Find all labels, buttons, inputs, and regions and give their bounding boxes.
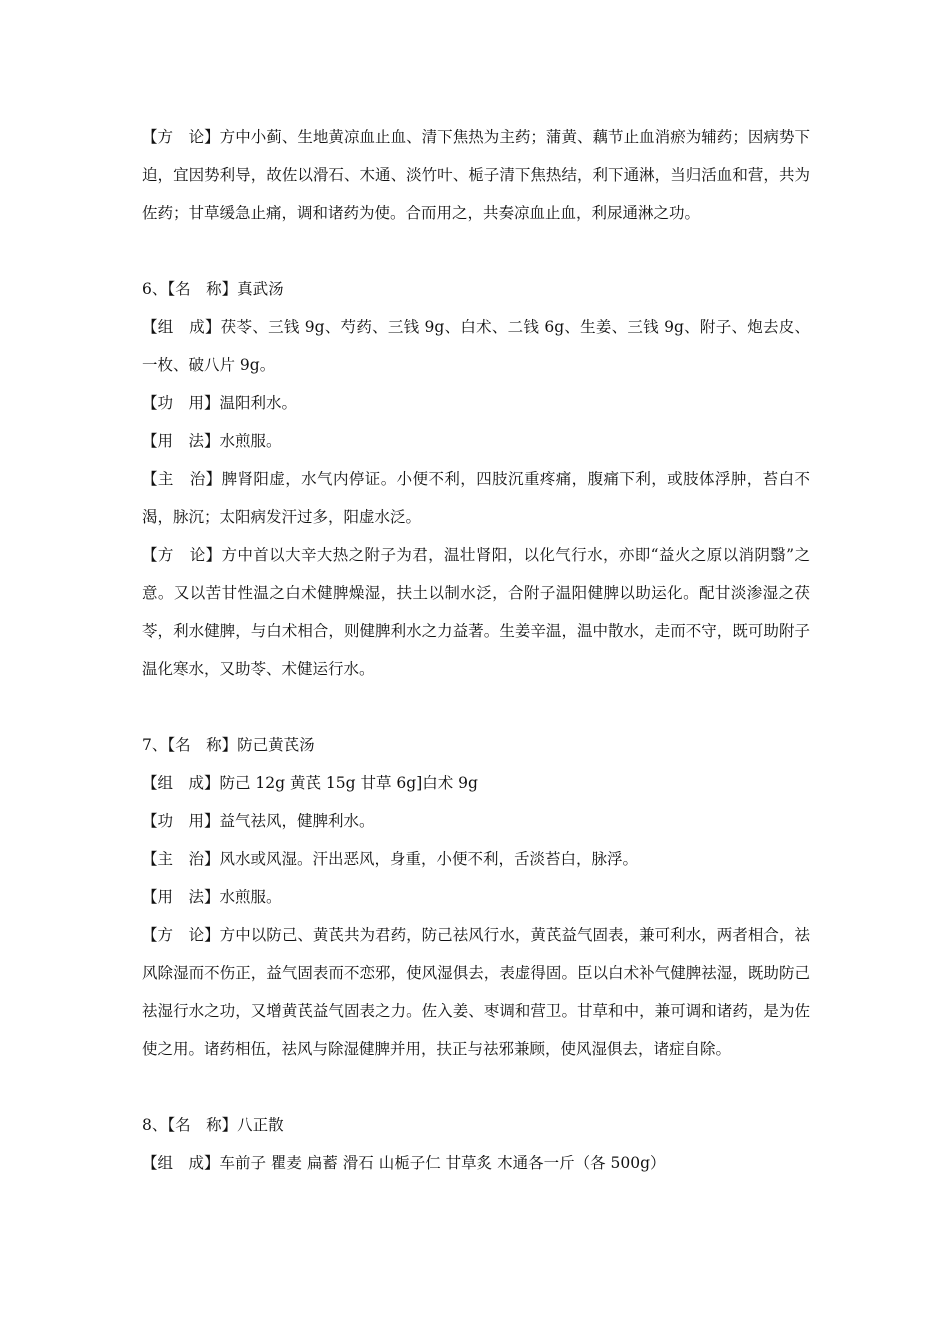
section-6 — [142, 270, 810, 688]
paragraph-fanglun: 【方 论】方中小蓟、生地黄凉血止血、清下焦热为主药；蒲黄、藕节止血消瘀为辅药；因病势下迫，宜因势利导，故佐以滑石、木通、淡竹叶、栀子清下焦热结，利下通淋，当归活血和营，共为佐药；甘草缓急止痛，调和诸药为使。合而用之，共奏凉血止血，利尿通淋之功。 — [142, 128, 810, 222]
paragraph-fanglun: 【方 论】方中首以大辛大热之附子为君，温壮肾阳，以化气行水，亦即“益火之原以消阴翳”之意。又以苦甘性温之白术健脾燥湿，扶土以制水泛，合附子温阳健脾以助运化。配甘淡渗湿之茯苓，利水健脾，与白术相合，则健脾利水之力益著。生姜辛温，温中散水，走而不守，既可助附子温化寒水，又助苓、术健运行水。 — [142, 546, 810, 678]
section-7 — [142, 726, 810, 1068]
section-gap — [142, 688, 810, 726]
paragraph-zhuzhi: 【主 治】脾肾阳虚，水气内停证。小便不利，四肢沉重疼痛，腹痛下利，或肢体浮肿，苔白不渴，脉沉；太阳病发汗过多，阳虚水泛。 — [142, 470, 810, 526]
paragraph-fanglun: 【方 论】方中以防己、黄芪共为君药，防己祛风行水，黄芪益气固表，兼可利水，两者相合，祛风除湿而不伤正，益气固表而不恋邪，使风湿俱去，表虚得固。臣以白术补气健脾祛湿，既助防己祛湿行水之功，又增黄芪益气固表之力。佐入姜、枣调和营卫。甘草和中，兼可调和诸药，是为佐使之用。诸药相伍，祛风与除湿健脾并用，扶正与祛邪兼顾，使风湿俱去，诸症自除。 — [142, 926, 810, 1058]
paragraph-zucheng: 【组 成】车前子 瞿麦 扁蓄 滑石 山栀子仁 甘草炙 木通各一斤（各 500g） — [142, 1154, 666, 1172]
paragraph-yongfa: 【用 法】水煎服。 — [142, 888, 282, 906]
paragraph-zucheng: 【组 成】茯苓、三钱 9g、芍药、三钱 9g、白术、二钱 6g、生姜、三钱 9g、附子、炮去皮、一枚、破八片 9g。 — [142, 318, 810, 374]
section-gap — [142, 1068, 810, 1106]
paragraph-gongyong: 【功 用】温阳利水。 — [142, 394, 298, 412]
section-gap — [142, 232, 810, 270]
paragraph-zucheng: 【组 成】防己 12g 黄芪 15g 甘草 6g]白术 9g — [142, 774, 478, 792]
paragraph-gongyong: 【功 用】益气祛风，健脾利水。 — [142, 812, 375, 830]
section-8 — [142, 1106, 810, 1182]
document-page — [142, 118, 810, 1182]
formula-name: 8、【名 称】八正散 — [142, 1116, 284, 1134]
paragraph-yongfa: 【用 法】水煎服。 — [142, 432, 282, 450]
formula-name: 6、【名 称】真武汤 — [142, 280, 284, 298]
formula-name: 7、【名 称】防己黄芪汤 — [142, 736, 315, 754]
paragraph-zhuzhi: 【主 治】风水或风湿。汗出恶风，身重，小便不利，舌淡苔白，脉浮。 — [142, 850, 639, 868]
